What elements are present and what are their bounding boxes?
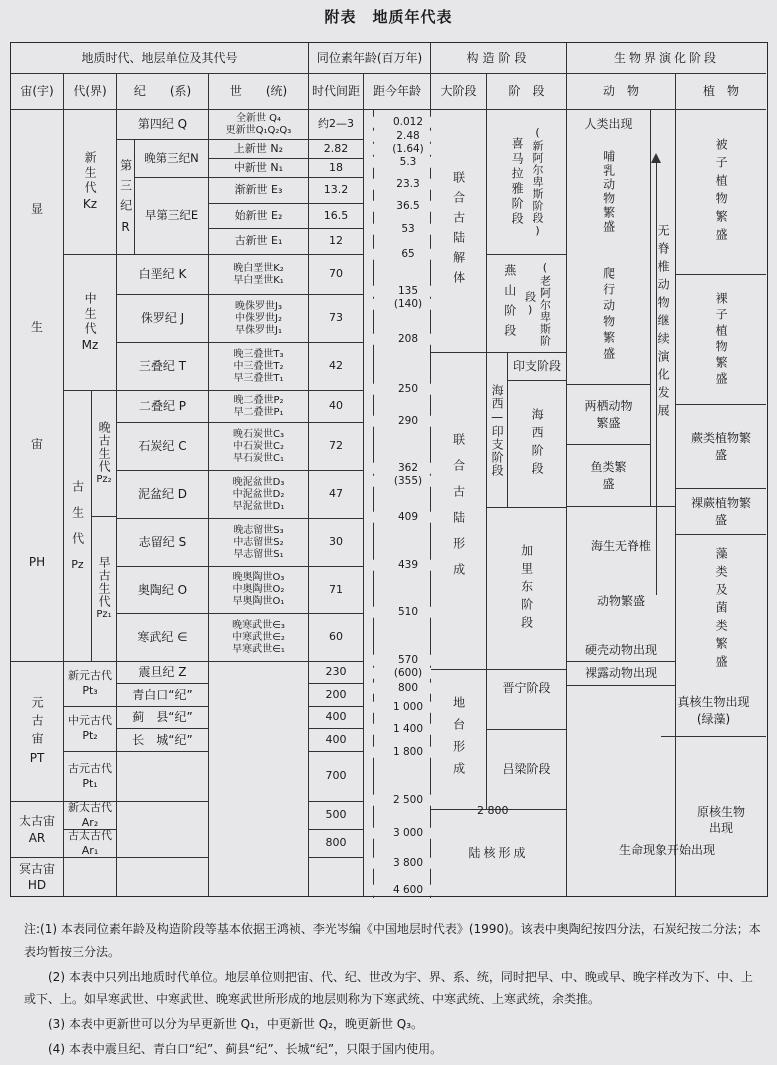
era-mesoproterozoic: 中元古代Pt₂ bbox=[64, 707, 117, 752]
epoch-ordovician bbox=[209, 567, 309, 614]
epoch-quaternary bbox=[209, 110, 309, 140]
old-alpine-label: (老阿尔卑斯阶段) bbox=[523, 260, 552, 347]
animal-invert-arrow bbox=[651, 110, 676, 507]
age-label: (1.64) bbox=[373, 144, 443, 155]
animal-blank bbox=[567, 686, 676, 896]
eon-hd-code: HD bbox=[27, 878, 47, 892]
invert-arrow-label: 无脊椎动物继续演化发展 bbox=[656, 224, 671, 422]
epoch-miocene: 中新世 N₁ bbox=[209, 159, 309, 178]
epoch-devonian bbox=[209, 471, 309, 519]
reptile-label: 爬行动物繁盛 bbox=[601, 266, 616, 363]
age-label: 23.3 bbox=[373, 179, 443, 190]
period-blank-hd bbox=[117, 858, 209, 896]
duration-jurassic: 73 bbox=[309, 295, 364, 343]
epoch-cam1: 早寒武世∈₁ bbox=[232, 643, 285, 655]
header-age-group: 同位素年龄(百万年) bbox=[309, 43, 431, 74]
yanshan-label: 燕山阶段 bbox=[502, 263, 517, 344]
header-stage: 阶 段 bbox=[487, 74, 567, 110]
duration-paleoproterozoic: 700 bbox=[309, 752, 364, 802]
period-neogene: 晚第三纪N bbox=[135, 140, 209, 178]
duration-silurian: 30 bbox=[309, 519, 364, 567]
epoch-s1: 早志留世S₁ bbox=[233, 548, 284, 560]
epoch-permian bbox=[209, 391, 309, 423]
tectonic-age-2800: 2 800 bbox=[477, 804, 509, 817]
age-label: 65 bbox=[373, 249, 443, 260]
epoch-triassic bbox=[209, 343, 309, 391]
evolution-arrow bbox=[656, 155, 657, 595]
era-neoproterozoic: 新元古代Pt₃ bbox=[64, 662, 117, 707]
mammal-label: 哺乳动物繁盛 bbox=[601, 149, 616, 234]
duration-miocene: 18 bbox=[309, 159, 364, 178]
caledonian-label: 加里东阶段 bbox=[519, 543, 534, 634]
eon-phanerozoic bbox=[11, 110, 64, 662]
age-label: 1 800 bbox=[373, 747, 443, 758]
eon-pt-code: PT bbox=[29, 751, 45, 766]
epoch-cambrian bbox=[209, 614, 309, 662]
epoch-jurassic bbox=[209, 295, 309, 343]
period-carboniferous: 石炭纪 C bbox=[117, 423, 209, 471]
tectonic-platform-label: 地台形成 bbox=[451, 695, 466, 784]
era-pz2-label: 晚古生代 bbox=[97, 420, 112, 473]
epoch-t2: 中三叠世T₂ bbox=[233, 360, 284, 372]
animal-naked: 裸露动物出现 bbox=[567, 662, 676, 686]
angio-label: 被子植物繁盛 bbox=[714, 138, 729, 246]
header-tectonic: 构造阶段 bbox=[431, 43, 567, 74]
note-1: 注:(1) 本表同位素年龄及构造阶段等基本依据王鸿祯、李光岑编《中国地层时代表》(1990)。该表中奥陶纪按四分法，石炭纪按二分法；本表均暂按三分法。 bbox=[24, 922, 761, 959]
duration-ordovician: 71 bbox=[309, 567, 364, 614]
period-permian: 二叠纪 P bbox=[117, 391, 209, 423]
epoch-d3: 晚泥盆世D₃ bbox=[232, 476, 285, 488]
period-jurassic: 侏罗纪 J bbox=[117, 295, 209, 343]
era-paleoarchean: 古太古代Ar₁ bbox=[64, 830, 117, 858]
age-label: 409 bbox=[373, 512, 443, 523]
duration-eocene: 16.5 bbox=[309, 204, 364, 229]
eon-ar-code: AR bbox=[28, 830, 46, 845]
plant-fern: 蕨类植物繁盛 bbox=[676, 405, 766, 489]
duration-oligocene: 13.2 bbox=[309, 178, 364, 204]
eon-hd-label: 冥古宙 bbox=[18, 861, 55, 876]
tectonic-breakup-label: 联合古陆解体 bbox=[451, 171, 466, 291]
page-title: 附表 地质年代表 bbox=[324, 8, 453, 26]
plant-psilophyte: 裸蕨植物繁盛 bbox=[676, 489, 766, 535]
era-pz1-code: Pz₁ bbox=[96, 609, 112, 621]
age-label: 439 bbox=[373, 560, 443, 571]
eukaryote-label: 真核生物出现 bbox=[677, 695, 750, 710]
age-label: 3 000 bbox=[373, 828, 443, 839]
plant-eukaryote bbox=[661, 685, 766, 737]
duration-triassic: 42 bbox=[309, 343, 364, 391]
epoch-cam2: 中寒武世∈₂ bbox=[232, 631, 285, 643]
era-paleozoic bbox=[64, 391, 92, 662]
eon-ar-label: 太古宙 bbox=[18, 814, 55, 829]
header-plant: 植 物 bbox=[676, 74, 766, 110]
period-devonian: 泥盆纪 D bbox=[117, 471, 209, 519]
epoch-paleocene: 古新世 E₁ bbox=[209, 229, 309, 255]
era-kz-code: Kz bbox=[82, 197, 98, 212]
epoch-d2: 中泥盆世D₂ bbox=[232, 488, 285, 500]
tectonic-yanshan bbox=[487, 255, 567, 353]
epoch-j1: 早侏罗世J₁ bbox=[235, 324, 282, 336]
era-paleoproterozoic: 古元古代Pt₁ bbox=[64, 752, 117, 802]
period-ordovician: 奥陶纪 O bbox=[117, 567, 209, 614]
period-sinian: 震旦纪 Z bbox=[117, 662, 209, 684]
epoch-pleistocene: 更新世Q₁Q₂Q₃ bbox=[225, 124, 292, 136]
epoch-silurian bbox=[209, 519, 309, 567]
age-label: 800 bbox=[373, 683, 443, 694]
header-era: 代(界) bbox=[64, 74, 117, 110]
plant-algae bbox=[676, 535, 766, 685]
plant-angiosperm bbox=[676, 110, 766, 275]
header-age: 距今年龄 bbox=[364, 74, 431, 110]
tectonic-lvliang: 吕梁阶段 bbox=[487, 730, 567, 810]
epoch-c1: 早石炭世C₁ bbox=[233, 452, 284, 464]
era-cenozoic bbox=[64, 110, 117, 255]
age-label: 1 000 bbox=[373, 702, 443, 713]
duration-qingbaikou: 200 bbox=[309, 684, 364, 707]
duration-blank-hd bbox=[309, 858, 364, 896]
epoch-c2: 中石炭世C₂ bbox=[233, 440, 284, 452]
eon-ph-code: PH bbox=[28, 555, 46, 570]
age-label: 0.012 bbox=[373, 117, 443, 128]
epoch-s3: 晚志留世S₃ bbox=[233, 524, 284, 536]
epoch-p1: 早二叠世P₁ bbox=[233, 406, 284, 418]
duration-carboniferous: 72 bbox=[309, 423, 364, 471]
age-label: 208 bbox=[373, 334, 443, 345]
age-label: 4 600 bbox=[373, 885, 443, 896]
era-pz-code: Pz bbox=[71, 557, 84, 571]
age-label: 510 bbox=[373, 607, 443, 618]
plant-gymnosperm bbox=[676, 275, 766, 405]
period-triassic: 三叠纪 T bbox=[117, 343, 209, 391]
header-period: 纪 (系) bbox=[117, 74, 209, 110]
tectonic-hercynian-indosinian bbox=[487, 353, 508, 508]
period-blank-pt1 bbox=[117, 752, 209, 802]
epoch-p2: 晚二叠世P₂ bbox=[233, 394, 284, 406]
duration-paleoarchean: 800 bbox=[309, 830, 364, 858]
epoch-cam3: 晚寒武世∈₃ bbox=[232, 619, 285, 631]
epoch-k2: 晚白垩世K₂ bbox=[233, 262, 284, 274]
period-quaternary: 第四纪 Q bbox=[117, 110, 209, 140]
duration-permian: 40 bbox=[309, 391, 364, 423]
age-label: (140) bbox=[373, 299, 443, 310]
eon-ph-char-1: 显 bbox=[30, 201, 43, 216]
eon-hadean bbox=[11, 858, 64, 896]
age-label: 1 400 bbox=[373, 724, 443, 735]
duration-neoarchean: 500 bbox=[309, 802, 364, 830]
duration-sinian: 230 bbox=[309, 662, 364, 684]
tectonic-himalaya bbox=[487, 110, 567, 255]
epoch-eocene: 始新世 E₂ bbox=[209, 204, 309, 229]
tectonic-hercynian bbox=[508, 381, 567, 508]
epoch-o1: 早奥陶世O₁ bbox=[232, 596, 285, 607]
duration-jixian: 400 bbox=[309, 707, 364, 729]
era-early-paleozoic bbox=[92, 517, 117, 662]
epoch-holocene: 全新世 Q₄ bbox=[235, 112, 282, 124]
era-mz-label: 中生代 bbox=[83, 291, 98, 337]
hercynian-indo-label: 海西—印支阶段 bbox=[490, 383, 505, 477]
epoch-o2: 中奥陶世O₂ bbox=[232, 584, 285, 595]
duration-devonian: 47 bbox=[309, 471, 364, 519]
period-cretaceous: 白垩纪 K bbox=[117, 255, 209, 295]
tertiary-code: R bbox=[121, 219, 130, 234]
period-blank-ar bbox=[117, 802, 209, 858]
himalaya-label: 喜马拉雅阶段 bbox=[510, 137, 525, 227]
period-paleogene: 早第三纪E bbox=[135, 178, 209, 255]
epoch-t3: 晚三叠世T₃ bbox=[233, 348, 284, 360]
eon-proterozoic bbox=[11, 662, 64, 802]
header-units: 地质时代、地层单位及其代号 bbox=[11, 43, 309, 74]
epoch-j2: 中侏罗世J₂ bbox=[235, 312, 282, 324]
era-mz-code: Mz bbox=[81, 337, 99, 352]
duration-cretaceous: 70 bbox=[309, 255, 364, 295]
tertiary-label: 第三纪 bbox=[118, 158, 133, 219]
plant-blank bbox=[676, 737, 766, 797]
epoch-s2: 中志留世S₂ bbox=[233, 536, 284, 548]
header-eon: 宙(宇) bbox=[11, 74, 64, 110]
eon-ph-char-2: 生 bbox=[30, 319, 43, 334]
animal-fish: 鱼类繁盛 bbox=[567, 445, 651, 507]
tertiary-block bbox=[117, 140, 135, 255]
era-mesozoic bbox=[64, 255, 117, 391]
marine-invert-label: 海生无脊椎 bbox=[590, 539, 651, 554]
header-big-stage: 大阶段 bbox=[431, 74, 487, 110]
age-label: 570 bbox=[373, 655, 443, 666]
epoch-oligocene: 渐新世 E₃ bbox=[209, 178, 309, 204]
neo-alpine-label: (新阿尔卑斯阶段) bbox=[531, 126, 545, 238]
header-animal: 动 物 bbox=[567, 74, 676, 110]
age-label: 2.48 bbox=[373, 131, 443, 142]
tectonic-platform bbox=[431, 670, 487, 810]
epoch-blank-precambrian bbox=[209, 662, 309, 896]
tectonic-breakup bbox=[431, 110, 487, 353]
note-4: (4) 本表中震旦纪、青白口“纪”、蓟县“纪”、长城“纪”，只限于国内使用。 bbox=[48, 1041, 443, 1056]
tectonic-indosinian: 印支阶段 bbox=[508, 353, 567, 381]
tectonic-jinning: 晋宁阶段 bbox=[487, 670, 567, 730]
animal-shell: 硬壳动物出现 bbox=[567, 640, 676, 662]
eon-pt-label: 元古宙 bbox=[30, 696, 45, 751]
age-label: 250 bbox=[373, 384, 443, 395]
plant-prokaryote: 原核生物出现 bbox=[696, 804, 745, 835]
duration-changcheng: 400 bbox=[309, 729, 364, 752]
header-epoch: 世 (统) bbox=[209, 74, 309, 110]
period-qingbaikou: 青白口“纪” bbox=[117, 684, 209, 707]
epoch-pliocene: 上新世 N₂ bbox=[209, 140, 309, 159]
era-pz1-label: 早古生代 bbox=[97, 556, 112, 609]
age-label: 2 500 bbox=[373, 795, 443, 806]
tectonic-craton: 陆核形成 bbox=[431, 810, 567, 896]
duration-pliocene: 2.82 bbox=[309, 140, 364, 159]
animal-amphibian: 两栖动物繁盛 bbox=[567, 385, 651, 445]
eon-ph-char-3: 宙 bbox=[30, 437, 43, 452]
age-label: 53 bbox=[373, 224, 443, 235]
animal-reptile bbox=[567, 245, 651, 385]
header-bio: 生物界演化阶段 bbox=[567, 43, 766, 74]
tectonic-caledonian bbox=[487, 508, 567, 670]
era-kz-label: 新生代 bbox=[83, 151, 98, 197]
hercynian-label: 海西阶段 bbox=[530, 408, 545, 480]
age-label: (355) bbox=[373, 476, 443, 487]
epoch-c3: 晚石炭世C₃ bbox=[233, 428, 284, 440]
eon-archean bbox=[11, 802, 64, 858]
animal-human: 人类出现 bbox=[567, 110, 651, 138]
period-silurian: 志留纪 S bbox=[117, 519, 209, 567]
period-jixian: 蓟 县“纪” bbox=[117, 707, 209, 729]
note-3: (3) 本表中更新世可以分为早更新世 Q₁，中更新世 Q₂，晚更新世 Q₃。 bbox=[48, 1017, 424, 1032]
geologic-time-table bbox=[10, 42, 768, 897]
era-hadean-blank bbox=[64, 858, 117, 896]
age-label: 3 800 bbox=[373, 858, 443, 869]
animal-mammal bbox=[567, 138, 651, 245]
duration-paleocene: 12 bbox=[309, 229, 364, 255]
epoch-j3: 晚侏罗世J₃ bbox=[235, 300, 282, 312]
duration-cambrian: 60 bbox=[309, 614, 364, 662]
age-label: 135 bbox=[373, 286, 443, 297]
period-cambrian: 寒武纪 ∈ bbox=[117, 614, 209, 662]
era-pz-label: 古生代 bbox=[70, 479, 85, 558]
life-begin-label: 生命现象开始出现 bbox=[619, 843, 716, 857]
epoch-k1: 早白垩世K₁ bbox=[233, 274, 284, 286]
algae-label: 藻类及菌类繁盛 bbox=[714, 547, 729, 673]
epoch-o3: 晚奥陶世O₃ bbox=[232, 572, 285, 583]
epoch-carboniferous bbox=[209, 423, 309, 471]
age-label: 5.3 bbox=[373, 157, 443, 168]
duration-quaternary: 约2—3 bbox=[309, 110, 364, 140]
tectonic-assembly bbox=[431, 353, 487, 670]
footnotes bbox=[24, 918, 764, 1063]
age-label: 362 bbox=[373, 463, 443, 474]
green-algae-label: (绿藻) bbox=[696, 711, 731, 726]
note-2: (2) 本表中只列出地质时代单位。地层单位则把宙、代、纪、世改为宇、界、系、统，同时把早、中、晚或早、晚字样改为下、中、上或下、上。如早寒武世、中寒武世、晚寒武世所形成的地层则称为下寒武统、中寒武统、上寒武统，余类推。 bbox=[24, 969, 753, 1007]
header-duration: 时代间距 bbox=[309, 74, 364, 110]
epoch-d1: 早泥盆世D₁ bbox=[232, 500, 285, 512]
gymno-label: 裸子植物繁盛 bbox=[714, 291, 729, 388]
age-label: (600) bbox=[373, 668, 443, 679]
animal-marine-invert bbox=[567, 507, 676, 640]
age-label: 36.5 bbox=[373, 201, 443, 212]
era-pz2-code: Pz₂ bbox=[96, 473, 112, 485]
age-label: 290 bbox=[373, 416, 443, 427]
era-neoarchean: 新太古代Ar₂ bbox=[64, 802, 117, 830]
tectonic-assembly-label: 联合古陆形成 bbox=[451, 433, 466, 589]
era-late-paleozoic bbox=[92, 391, 117, 517]
epoch-cretaceous bbox=[209, 255, 309, 295]
marine-invert-label-2: 动物繁盛 bbox=[596, 593, 645, 608]
period-changcheng: 长 城“纪” bbox=[117, 729, 209, 752]
epoch-t1: 早三叠世T₁ bbox=[233, 372, 284, 384]
